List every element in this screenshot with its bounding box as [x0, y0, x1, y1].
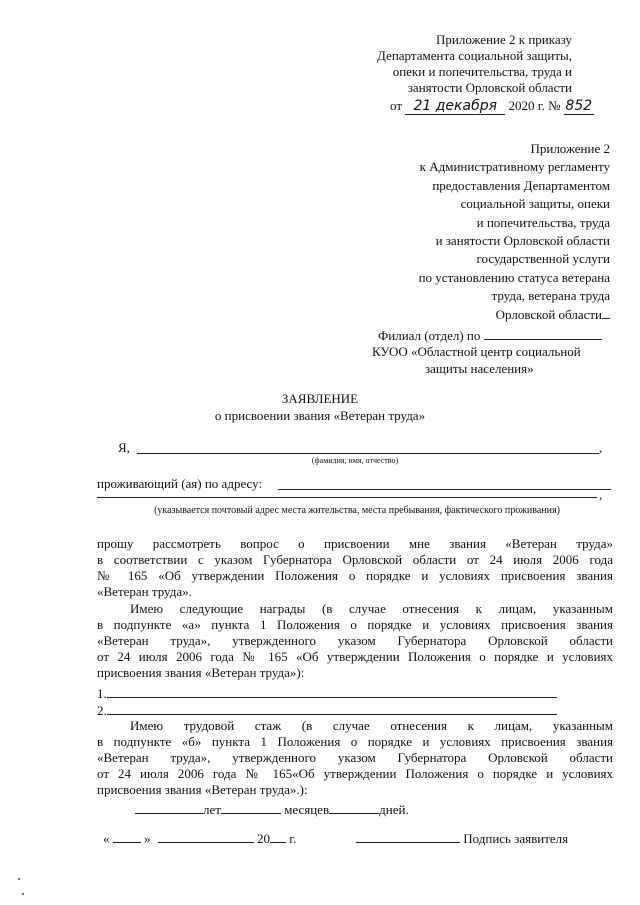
award-line-2: 2. [97, 702, 557, 719]
date-year-number: 2020 г. № [508, 98, 561, 113]
fio-hint: (фамилия, имя, отчество) [311, 456, 399, 465]
scan-speck [22, 893, 24, 895]
signature-field[interactable] [356, 830, 460, 843]
order-date-line [390, 98, 593, 115]
seniority-line: лет месяцев дней. [135, 801, 409, 818]
regulation-line: предоставления Департаментом [432, 177, 610, 193]
order-appendix-line: Департамента социальной защиты, [377, 48, 572, 63]
scan-speck [18, 878, 20, 880]
order-appendix-line: занятости Орловской области [407, 80, 572, 95]
month-field[interactable] [158, 830, 254, 843]
page: Приложение 2 к приказу Департамента социальной защиты, опеки и попечительства, труда и занятости Орловской области от 21 декабря 2020 г. № 852 Приложение 2 к Административному регламенту предоставления Департаментом социальной защиты, опеки и попечительства, труда и занятости Орловской области государственной услуги по установлению статуса ветерана труда, ветерана труда Орловской области Филиал (отдел) по КУОО «Областной центр социальной защиты населения» ЗАЯВЛЕНИЕ о присвоении звания «Ветеран труда» Я, , (фамилия, имя, отчество) проживающий (ая) по адресу: , (указывается почтовый адрес места жительства, места пребывания, фактического проживания) прошу рассмотреть вопрос о присвоении мне звания «Ветеран труда» в соответствии с указом Губернатора Орловской области от 24 июля 2006 года № 165 «Об утверждении Положения о порядке и условиях присвоения звания «Ветеран труда». Имею следующие награды (в случае отнесения к лицам, указанным в подпункте «а» пункта 1 Положения о порядке и условиях присвоения звания «Ветеран труда», утвержденного указом Губернатора Орловской области от 24 июля 2006 года № 165 «Об утверждении Положения о порядке и условиях присвоения звания «Ветеран труда»): 1. 2. Имею трудовой стаж (в случае отнесения к лицам, указанным в подпункте «б» пункта 1 Положения о порядке и условиях присвоения звания «Ветеран труда», утвержденного указом Губернатора Орловской области от 24 июля 2006 года № 165«Об утверждении Положения о порядке и условиях присвоения звания «Ветеран труда».): лет месяцев дней. « » 20 г. Подпись заявителя [0, 0, 640, 905]
address-hint: (указывается почтовый адрес места жительства, места пребывания, фактического проживания) [154, 505, 560, 516]
date-prefix: от [390, 98, 403, 113]
i-label: Я, [118, 440, 130, 455]
regulation-line: и попечительства, труда [476, 214, 610, 230]
date-signature-line: « » 20 г. [103, 831, 297, 846]
months-field[interactable] [221, 801, 281, 814]
award-field-2[interactable] [107, 702, 557, 715]
document-title: ЗАЯВЛЕНИЕ [281, 391, 359, 406]
award-field-1[interactable] [107, 685, 557, 698]
regulation-line: Орловской области [310, 306, 610, 324]
order-appendix-line: опеки и попечительства, труда и [392, 64, 572, 79]
awards-paragraph: Имею следующие награды (в случае отнесения к лицам, указанным в подпункте «а» пункта 1 Положения о порядке и условиях присвоения звания «Ветеран труда», утвержденного указом Губернатора Орловской области от 24 июля 2006 года № 165 «Об утверждении Положения о порядке и условиях присвоения звания «Ветеран труда»): [97, 601, 613, 680]
signature-block [356, 830, 568, 847]
document-subtitle: о присвоении звания «Ветеран труда» [214, 408, 426, 423]
award-line-1: 1. [97, 685, 557, 702]
regulation-line: труда, ветерана труда [491, 288, 610, 304]
day-field[interactable] [113, 830, 141, 843]
addressee-line-3: защиты населения» [425, 361, 534, 376]
days-field[interactable] [329, 801, 379, 814]
years-field[interactable] [135, 801, 203, 814]
regulation-line: и занятости Орловской области [435, 233, 610, 249]
regulation-appendix-block [310, 140, 610, 324]
handwritten-order-number: 852 [565, 98, 593, 114]
order-appendix-block [312, 32, 572, 96]
branch-field[interactable] [484, 327, 602, 340]
regulation-line: по установлению статуса ветерана [418, 269, 610, 285]
address-field-2[interactable] [97, 497, 597, 498]
addressee-line-1: Филиал (отдел) по [378, 327, 628, 344]
regulation-line: социальной защиты, опеки [460, 196, 610, 212]
signature-label: Подпись заявителя [463, 831, 569, 846]
seniority-paragraph: Имею трудовой стаж (в случае отнесения к лицам, указанным в подпункте «б» пункта 1 Положения о порядке и условиях присвоения звания «Ветеран труда», утвержденного указом Губернатора Орловской области от 24 июля 2006 года № 165«Об утверждении Положения о порядке и условиях присвоения звания «Ветеран труда».): [97, 718, 613, 797]
regulation-line: государственной услуги [476, 251, 610, 267]
request-paragraph: прошу рассмотреть вопрос о присвоении мне звания «Ветеран труда» в соответствии с указом Губернатора Орловской области от 24 июля 2006 года № 165 «Об утверждении Положения о порядке и условиях присвоения звания «Ветеран труда». [97, 536, 613, 599]
address-label: проживающий (ая) по адресу: [97, 476, 263, 491]
address-field-1[interactable] [278, 476, 611, 490]
handwritten-date: 21 декабря [405, 98, 505, 115]
regulation-line: Приложение 2 [530, 141, 610, 156]
addressee-line-2: КУОО «Областной центр социальной [372, 344, 581, 359]
comma: , [599, 440, 603, 455]
fio-field[interactable] [137, 440, 599, 454]
year-field[interactable] [270, 830, 286, 843]
regulation-line: к Административному регламенту [419, 159, 610, 175]
order-appendix-line: Приложение 2 к приказу [435, 32, 572, 47]
